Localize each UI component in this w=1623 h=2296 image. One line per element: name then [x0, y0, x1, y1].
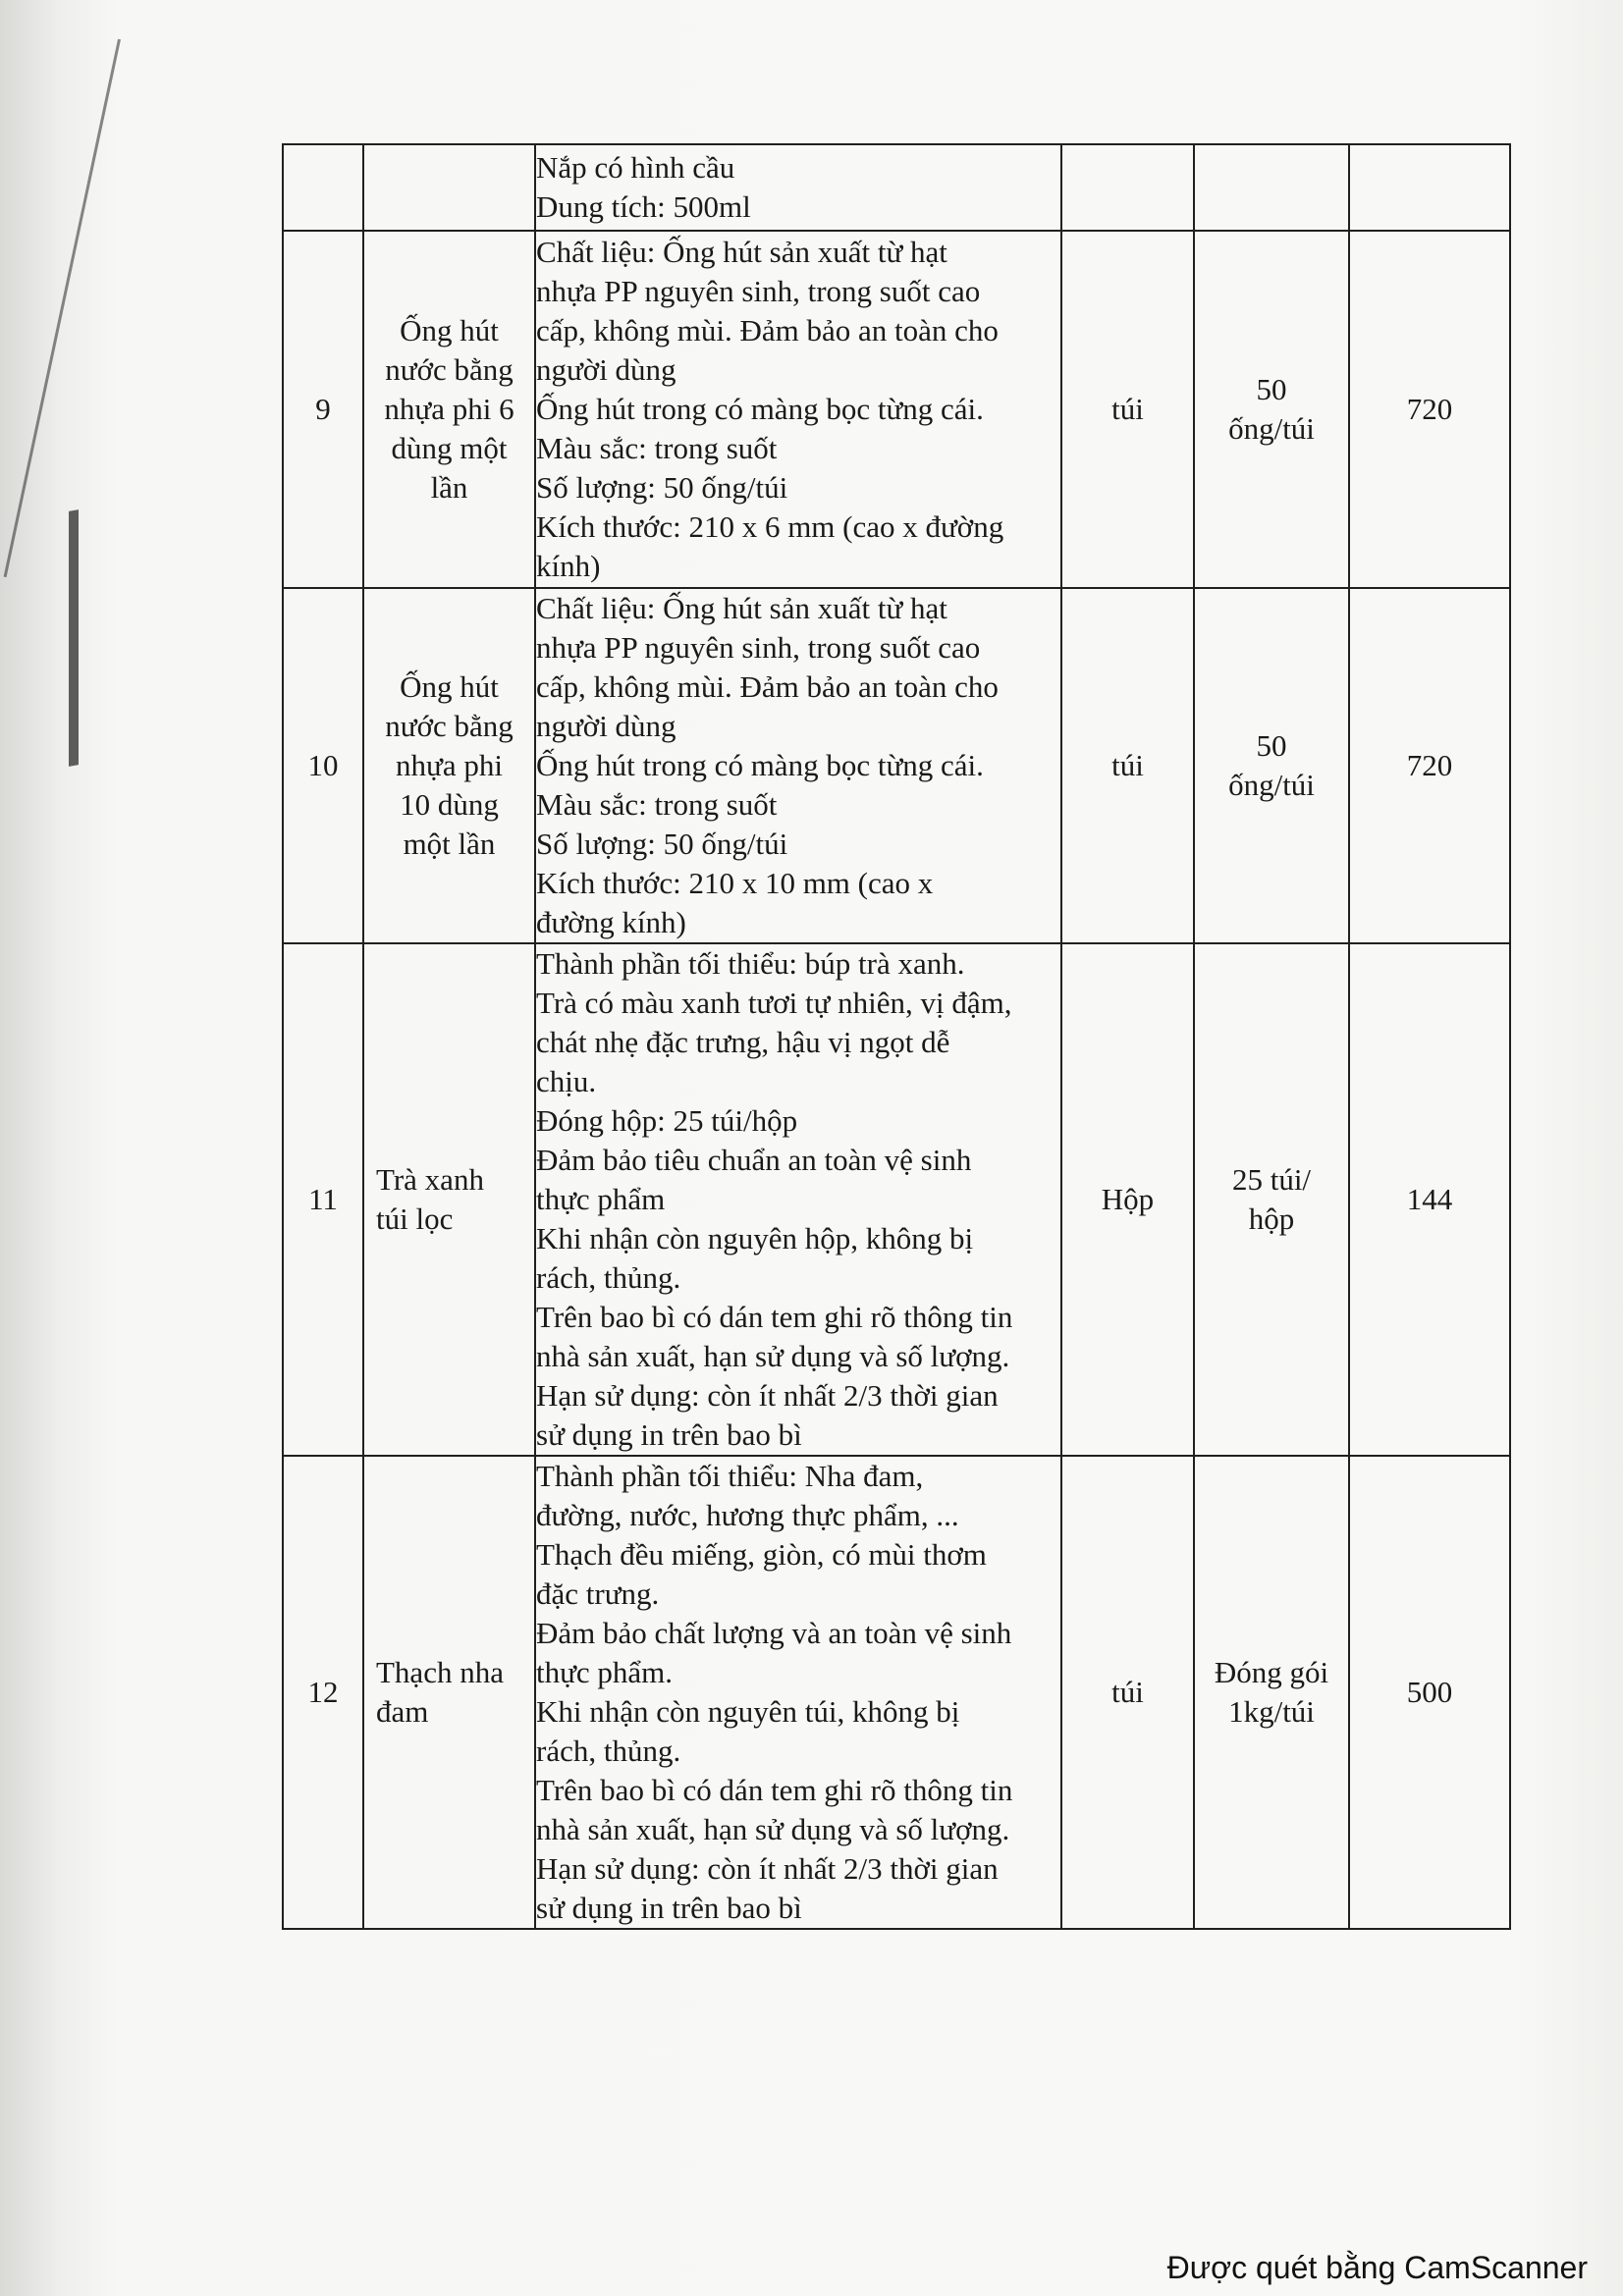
- product-name-line: nước bằng: [385, 709, 514, 743]
- description-line: đường kính): [536, 905, 686, 939]
- description-line: nhựa PP nguyên sinh, trong suốt cao: [536, 274, 981, 308]
- stt-cell: 10: [283, 588, 363, 943]
- description-line: Chất liệu: Ống hút sản xuất từ hạt: [536, 591, 947, 625]
- description-line: Khi nhận còn nguyên hộp, không bị: [536, 1221, 974, 1255]
- unit-cell: [1061, 144, 1194, 231]
- description-line: Chất liệu: Ống hút sản xuất từ hạt: [536, 235, 947, 269]
- packaging-line: 25 túi/: [1231, 1162, 1312, 1197]
- product-name-line: lần: [430, 470, 468, 505]
- unit-cell: túi: [1061, 1456, 1194, 1929]
- product-name-cell: [363, 943, 535, 1456]
- description-line: người dùng: [536, 709, 676, 743]
- description-line: Trên bao bì có dán tem ghi rõ thông tin: [536, 1300, 1013, 1334]
- quantity-cell: 500: [1349, 1456, 1510, 1929]
- table-row: [283, 231, 1510, 588]
- description-line: Đóng hộp: 25 túi/hộp: [536, 1103, 798, 1138]
- product-name-line: Ống hút: [400, 669, 499, 704]
- unit-cell: Hộp: [1061, 943, 1194, 1456]
- description-line: nhựa PP nguyên sinh, trong suốt cao: [536, 630, 981, 665]
- packaging-line: ống/túi: [1228, 411, 1315, 446]
- product-name-cell: [363, 588, 535, 943]
- description-line: thực phẩm.: [536, 1655, 674, 1689]
- stt-cell: 12: [283, 1456, 363, 1929]
- packaging-cell: [1194, 588, 1349, 943]
- description-line: rách, thủng.: [536, 1260, 681, 1295]
- product-name-line: nhựa phi 6: [384, 392, 514, 426]
- description-line: sử dụng in trên bao bì: [536, 1891, 802, 1925]
- scan-edge-shadow: [4, 39, 121, 577]
- description-cell: [535, 588, 1061, 943]
- description-cell: [535, 943, 1061, 1456]
- table-row: [283, 943, 1510, 1456]
- description-line: nhà sản xuất, hạn sử dụng và số lượng.: [536, 1812, 1010, 1846]
- packaging-line: 50: [1256, 728, 1287, 763]
- packaging-cell: [1194, 1456, 1349, 1929]
- table-row: [283, 1456, 1510, 1929]
- packaging-cell: [1194, 144, 1349, 231]
- description-line: Màu sắc: trong suốt: [536, 431, 778, 465]
- product-name-line: một lần: [403, 827, 496, 861]
- description-line: Khi nhận còn nguyên túi, không bị: [536, 1694, 960, 1729]
- stt-cell: [283, 144, 363, 231]
- product-name-line: đam: [376, 1694, 429, 1729]
- description-line: Dung tích: 500ml: [536, 189, 751, 224]
- packaging-line: Đóng gói: [1214, 1655, 1329, 1689]
- description-line: Số lượng: 50 ống/túi: [536, 470, 788, 505]
- description-line: nhà sản xuất, hạn sử dụng và số lượng.: [536, 1339, 1010, 1373]
- description-line: đường, nước, hương thực phẩm, ...: [536, 1498, 959, 1532]
- description-line: cấp, không mùi. Đảm bảo an toàn cho: [536, 669, 999, 704]
- description-line: đặc trưng.: [536, 1576, 660, 1611]
- description-line: rách, thủng.: [536, 1734, 681, 1768]
- unit-cell: túi: [1061, 588, 1194, 943]
- product-name-line: nhựa phi: [396, 748, 503, 782]
- description-line: sử dụng in trên bao bì: [536, 1417, 802, 1452]
- description-line: thực phẩm: [536, 1182, 666, 1216]
- packaging-cell: [1194, 231, 1349, 588]
- packaging-cell: [1194, 943, 1349, 1456]
- product-name-cell: [363, 1456, 535, 1929]
- stt-cell: 9: [283, 231, 363, 588]
- description-cell: [535, 144, 1061, 231]
- quantity-cell: 720: [1349, 588, 1510, 943]
- product-name-line: túi lọc: [376, 1201, 454, 1236]
- description-line: Màu sắc: trong suốt: [536, 787, 778, 822]
- description-line: Kích thước: 210 x 10 mm (cao x: [536, 866, 934, 900]
- description-line: Hạn sử dụng: còn ít nhất 2/3 thời gian: [536, 1851, 999, 1886]
- scan-edge-mark: [69, 509, 79, 767]
- quantity-cell: [1349, 144, 1510, 231]
- description-line: Đảm bảo tiêu chuẩn an toàn vệ sinh: [536, 1143, 972, 1177]
- description-line: Kích thước: 210 x 6 mm (cao x đường: [536, 509, 1004, 544]
- quantity-cell: 144: [1349, 943, 1510, 1456]
- unit-cell: túi: [1061, 231, 1194, 588]
- product-name-cell: [363, 144, 535, 231]
- description-line: kính): [536, 549, 601, 583]
- product-spec-table: [282, 143, 1511, 1930]
- description-line: Thành phần tối thiểu: Nha đam,: [536, 1459, 924, 1493]
- description-line: Trên bao bì có dán tem ghi rõ thông tin: [536, 1773, 1013, 1807]
- description-line: cấp, không mùi. Đảm bảo an toàn cho: [536, 313, 999, 347]
- camscanner-watermark: Được quét bằng CamScanner: [1166, 2250, 1588, 2285]
- table-row: [283, 588, 1510, 943]
- quantity-cell: 720: [1349, 231, 1510, 588]
- description-line: Ống hút trong có màng bọc từng cái.: [536, 392, 984, 426]
- description-line: Số lượng: 50 ống/túi: [536, 827, 788, 861]
- description-line: Hạn sử dụng: còn ít nhất 2/3 thời gian: [536, 1378, 999, 1413]
- description-line: Thành phần tối thiểu: búp trà xanh.: [536, 946, 965, 981]
- packaging-line: hộp: [1248, 1201, 1295, 1236]
- product-name-line: nước bằng: [385, 352, 514, 387]
- product-name-line: dùng một: [391, 431, 508, 465]
- description-cell: [535, 231, 1061, 588]
- description-line: người dùng: [536, 352, 676, 387]
- stt-cell: 11: [283, 943, 363, 1456]
- packaging-line: 50: [1256, 372, 1287, 406]
- description-line: chát nhẹ đặc trưng, hậu vị ngọt dễ: [536, 1025, 950, 1059]
- packaging-line: 1kg/túi: [1228, 1694, 1315, 1729]
- product-name-line: 10 dùng: [400, 787, 499, 822]
- product-name-line: Trà xanh: [376, 1162, 484, 1197]
- description-line: Ống hút trong có màng bọc từng cái.: [536, 748, 984, 782]
- description-cell: [535, 1456, 1061, 1929]
- description-line: Thạch đều miếng, giòn, có mùi thơm: [536, 1537, 987, 1572]
- product-name-line: Thạch nha: [376, 1655, 504, 1689]
- description-line: Đảm bảo chất lượng và an toàn vệ sinh: [536, 1616, 1012, 1650]
- table-row: [283, 144, 1510, 231]
- description-line: chịu.: [536, 1064, 597, 1098]
- product-name-cell: [363, 231, 535, 588]
- description-line: Trà có màu xanh tươi tự nhiên, vị đậm,: [536, 986, 1012, 1020]
- packaging-line: ống/túi: [1228, 768, 1315, 802]
- description-line: Nắp có hình cầu: [536, 150, 735, 185]
- product-name-line: Ống hút: [400, 313, 499, 347]
